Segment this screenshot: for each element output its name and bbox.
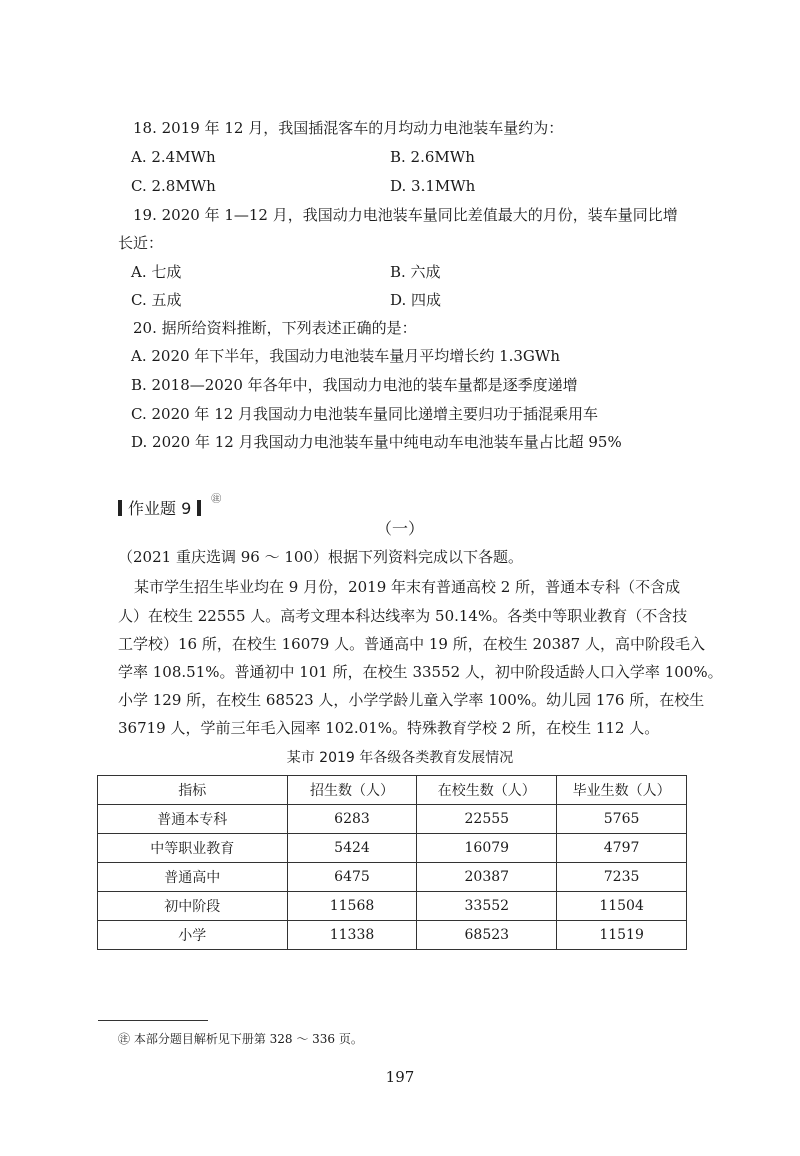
cell: 22555: [417, 805, 557, 834]
footnote-marker: ㊟: [211, 494, 222, 505]
source-line: （2021 重庆选调 96 ～ 100）根据下列资料完成以下各题。: [118, 548, 523, 566]
q20-option-a: A. 2020 年下半年，我国动力电池装车量月平均增长约 1.3GWh: [131, 347, 560, 365]
q18-option-b: B. 2.6MWh: [390, 148, 475, 166]
header-bar-left: [118, 500, 122, 516]
paragraph-line-1: 某市学生招生毕业均在 9 月份，2019 年末有普通高校 2 所，普通本专科（不含成: [134, 578, 681, 596]
table-row: [98, 805, 687, 834]
cell: 33552: [417, 892, 557, 921]
q20-option-d: D. 2020 年 12 月我国动力电池装车量中纯电动车电池装车量占比超 95%: [131, 433, 622, 451]
cell: 5424: [287, 834, 417, 863]
paragraph-line-4: 学率 108.51%。普通初中 101 所，在校生 33552 人，初中阶段适龄人口入学率 100%。: [118, 663, 723, 681]
table-row: [98, 921, 687, 950]
cell: 6475: [287, 863, 417, 892]
q18-option-c: C. 2.8MWh: [131, 177, 216, 195]
question-19-line2: 长近：: [118, 234, 164, 252]
question-20: 20. 据所给资料推断，下列表述正确的是：: [133, 319, 417, 337]
education-table: [97, 775, 687, 950]
cell: 20387: [417, 863, 557, 892]
q19-option-d: D. 四成: [390, 291, 442, 309]
paragraph-line-6: 36719 人，学前三年毛入园率 102.01%。特殊教育学校 2 所，在校生 112 人。: [118, 719, 660, 737]
header-indicator: 指标: [98, 776, 288, 805]
header-graduates: 毕业生数（人）: [557, 776, 687, 805]
section-subtitle: （一）: [375, 519, 424, 538]
question-19-line1: 19. 2020 年 1—12 月，我国动力电池装车量同比差值最大的月份，装车量同比增: [133, 206, 678, 224]
q18-option-a: A. 2.4MWh: [131, 148, 216, 166]
q18-option-d: D. 3.1MWh: [390, 177, 476, 195]
cell: 11568: [287, 892, 417, 921]
cell: 普通本专科: [98, 805, 288, 834]
header-students: 在校生数（人）: [417, 776, 557, 805]
cell: 普通高中: [98, 863, 288, 892]
cell: 5765: [557, 805, 687, 834]
q19-option-a: A. 七成: [131, 263, 182, 281]
cell: 11519: [557, 921, 687, 950]
paragraph-line-3: 工学校）16 所，在校生 16079 人。普通高中 19 所，在校生 20387 人，高中阶段毛入: [118, 635, 705, 653]
cell: 小学: [98, 921, 288, 950]
paragraph-line-5: 小学 129 所，在校生 68523 人，小学学龄儿童入学率 100%。幼儿园 176 所，在校生: [118, 691, 705, 709]
cell: 中等职业教育: [98, 834, 288, 863]
q20-option-b: B. 2018—2020 年各年中，我国动力电池的装车量都是逐季度递增: [131, 376, 578, 394]
header-enrollment: 招生数（人）: [287, 776, 417, 805]
cell: 11504: [557, 892, 687, 921]
cell: 初中阶段: [98, 892, 288, 921]
paragraph-line-2: 人）在校生 22555 人。高考文理本科达线率为 50.14%。各类中等职业教育（不含技: [118, 607, 688, 625]
section-title: 作业题 9: [128, 499, 192, 518]
cell: 7235: [557, 863, 687, 892]
table-row: [98, 834, 687, 863]
table-row: [98, 863, 687, 892]
table-title: 某市 2019 年各级各类教育发展情况: [286, 750, 514, 766]
cell: 4797: [557, 834, 687, 863]
q19-option-c: C. 五成: [131, 291, 182, 309]
header-bar-right: [197, 500, 201, 516]
footnote: ㊟ 本部分题目解析见下册第 328 ～ 336 页。: [118, 1032, 363, 1046]
q20-option-c: C. 2020 年 12 月我国动力电池装车量同比递增主要归功于插混乘用车: [131, 405, 599, 423]
q19-option-b: B. 六成: [390, 263, 441, 281]
cell: 6283: [287, 805, 417, 834]
table-row: [98, 892, 687, 921]
question-18: 18. 2019 年 12 月，我国插混客车的月均动力电池装车量约为：: [133, 119, 564, 137]
table-header-row: [98, 776, 687, 805]
cell: 16079: [417, 834, 557, 863]
footnote-divider: [98, 1020, 208, 1021]
cell: 11338: [287, 921, 417, 950]
cell: 68523: [417, 921, 557, 950]
page-number: 197: [385, 1068, 415, 1086]
